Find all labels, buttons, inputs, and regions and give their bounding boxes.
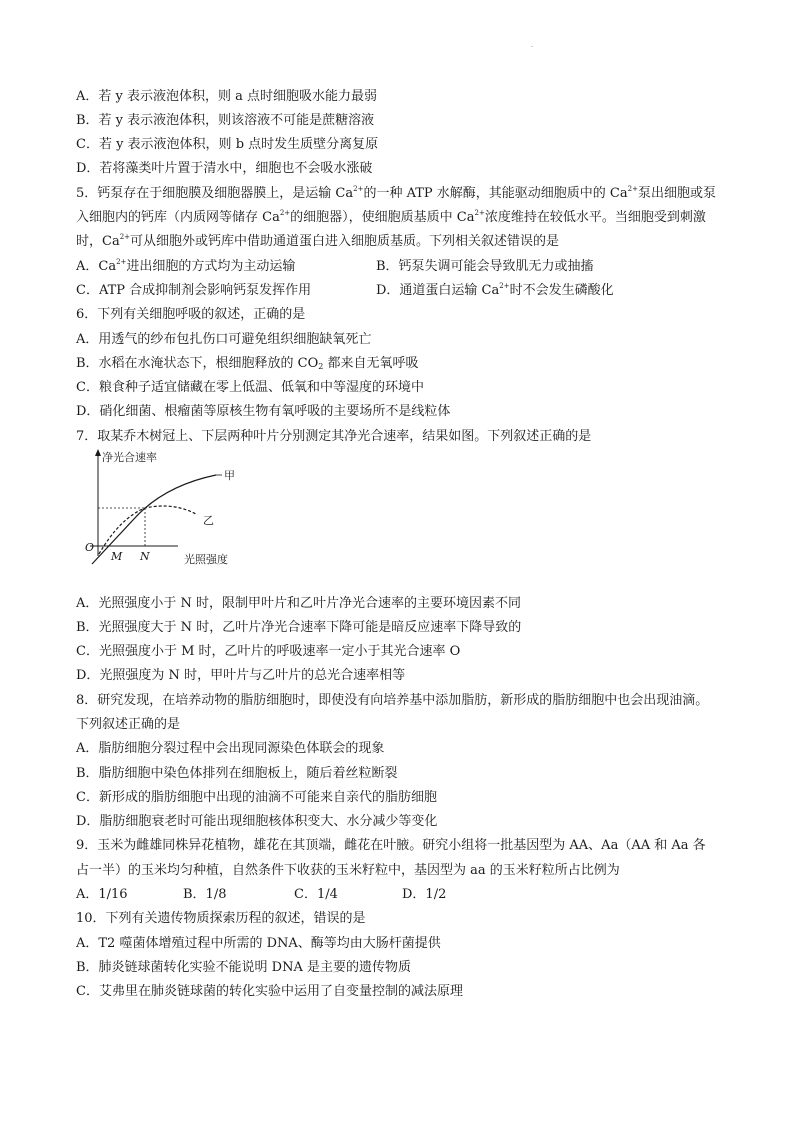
q9-stem-line-1: 9．玉米为雌雄同株异花植物，雄花在其顶端，雌花在叶腋。研究小组将一批基因型为 AA、Aa（AA 和 Aa 各 (76, 838, 706, 853)
q5-option-d: D．通道蛋白运输 $Ca^{2+}$时不会发生磷酸化 (376, 282, 614, 298)
q9-option-b: B．1/8 (183, 887, 227, 902)
q10-option-b: B．肺炎链球菌转化实验不能说明 DNA 是主要的遗传物质 (76, 960, 412, 975)
q7-option-d: D．光照强度为 N 时，甲叶片与乙叶片的总光合速率相等 (76, 668, 406, 683)
photosynthesis-graph (78, 448, 278, 568)
y-axis-label: 净光合速率 (102, 451, 157, 464)
q5-stem-line-2: 入细胞内的钙库（内质网等储存 $Ca^{2+}$的细胞器），使细胞质基质中 $Ca^{2+}$浓度维持在较低水平。当细胞受到刺激 (76, 209, 706, 225)
y-axis-arrow (95, 449, 101, 456)
page-mark: . (531, 42, 533, 49)
q8-option-c: C．新形成的脂肪细胞中出现的油滴不可能来自亲代的脂肪细胞 (76, 790, 437, 805)
q9-option-c: C．1/4 (294, 887, 338, 902)
series-yi-label: 乙 (203, 514, 214, 527)
q9-option-a: A．1/16 (76, 887, 128, 902)
q6-option-a: A．用透气的纱布包扎伤口可避免组织细胞缺氧死亡 (76, 332, 372, 347)
q8-option-a: A．脂肪细胞分裂过程中会出现同源染色体联会的现象 (76, 741, 385, 756)
x-mark-m: M (111, 550, 123, 563)
q4-option-d: D．若将藻类叶片置于清水中，细胞也不会吸水涨破 (76, 161, 373, 176)
q7-option-a: A．光照强度小于 N 时，限制甲叶片和乙叶片净光合速率的主要环境因素不同 (76, 596, 522, 611)
q6-option-d: D．硝化细菌、根瘤菌等原核生物有氧呼吸的主要场所不是线粒体 (76, 404, 451, 419)
x-axis-label: 光照强度 (184, 553, 228, 566)
q8-stem-line-1: 8．研究发现，在培养动物的脂肪细胞时，即使没有向培养基中添加脂肪，新形成的脂肪细胞中也会出现油滴。 (76, 693, 709, 708)
q9-stem-line-2: 占一半）的玉米均匀种植，自然条件下收获的玉米籽粒中，基因型为 aa 的玉米籽粒所占比例为 (76, 863, 620, 878)
series-jia-label: 甲 (224, 469, 235, 482)
q8-option-b: B．脂肪细胞中染色体排列在细胞板上，随后着丝粒断裂 (76, 766, 398, 781)
series-yi-curve (99, 506, 196, 554)
x-mark-n: N (140, 550, 150, 563)
q10-stem: 10．下列有关遗传物质探索历程的叙述，错误的是 (76, 911, 366, 926)
q8-stem-line-2: 下列叙述正确的是 (76, 717, 181, 732)
q7-option-c: C．光照强度小于 M 时，乙叶片的呼吸速率一定小于其光合速率 O (76, 644, 461, 659)
q7-stem: 7．取某乔木树冠上、下层两种叶片分别测定其净光合速率，结果如图。下列叙述正确的是 (76, 429, 592, 444)
q5-option-a: A．$Ca^{2+}$进出细胞的方式均为主动运输 (76, 258, 296, 274)
q10-option-c: C．艾弗里在肺炎链球菌的转化实验中运用了自变量控制的减法原理 (76, 984, 463, 999)
q4-option-c: C．若 y 表示液泡体积，则 b 点时发生质壁分离复原 (76, 137, 379, 152)
q6-option-c: C．粮食种子适宜储藏在零上低温、低氧和中等湿度的环境中 (76, 380, 424, 395)
q5-option-b: B．钙泵失调可能会导致肌无力或抽搐 (376, 259, 594, 274)
q5-stem-line-3: 时，$Ca^{2+}$可从细胞外或钙库中借助通道蛋白进入细胞质基质。下列相关叙述错误的是 (76, 233, 560, 249)
q5-stem-line-1: 5．钙泵存在于细胞膜及细胞器膜上，是运输 $Ca^{2+}$的一种 ATP 水解酶，其能驱动细胞质中的 $Ca^{2+}$泵出细胞或泵 (76, 185, 716, 201)
q4-option-b: B．若 y 表示液泡体积，则该溶液不可能是蔗糖溶液 (76, 113, 375, 128)
origin-label: O (85, 541, 95, 554)
q4-option-a: A．若 y 表示液泡体积，则 a 点时细胞吸水能力最弱 (76, 89, 378, 104)
q8-option-d: D．脂肪细胞衰老时可能出现细胞核体积变大、水分减少等变化 (76, 814, 438, 829)
q9-option-d: D．1/2 (402, 887, 447, 902)
q6-option-b: B．水稻在水淹状态下，根细胞释放的 $CO_2$ 都来自无氧呼吸 (76, 356, 419, 371)
q6-stem: 6．下列有关细胞呼吸的叙述，正确的是 (76, 307, 306, 322)
q5-option-c: C．ATP 合成抑制剂会影响钙泵发挥作用 (76, 283, 312, 298)
q10-option-a: A．T2 噬菌体增殖过程中所需的 DNA、酶等均由大肠杆菌提供 (76, 936, 441, 951)
q7-option-b: B．光照强度大于 N 时，乙叶片净光合速率下降可能是暗反应速率下降导致的 (76, 620, 522, 635)
